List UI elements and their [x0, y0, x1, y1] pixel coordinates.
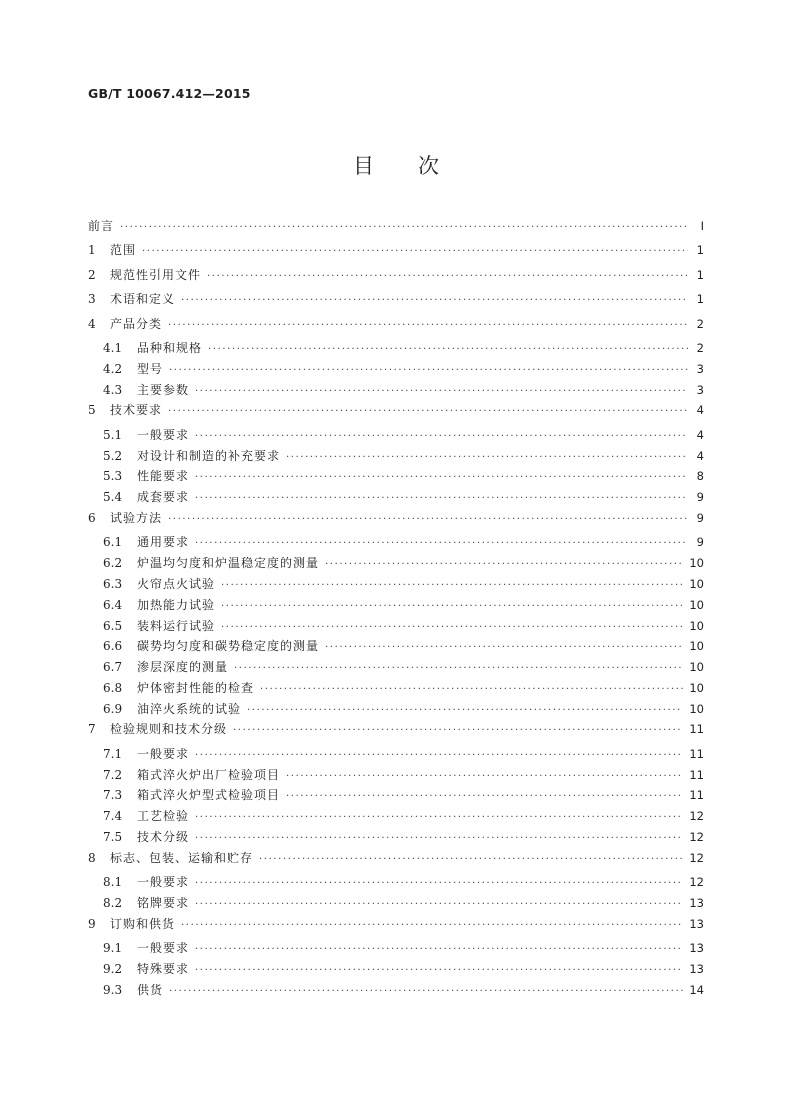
toc-entry-label: 订购和供货	[110, 916, 176, 931]
toc-entry-label: 渗层深度的测量	[137, 660, 229, 675]
toc-entry[interactable]	[88, 720, 704, 744]
toc-entry-label: 一般要求	[137, 941, 190, 956]
toc-entry[interactable]	[88, 786, 704, 807]
toc-entry-label: 技术要求	[110, 403, 163, 418]
toc-entry[interactable]	[88, 381, 704, 402]
toc-leader-dots	[208, 344, 688, 355]
toc-entry-label: 标志、包装、运输和贮存	[110, 850, 254, 865]
toc-entry-label: 一般要求	[137, 746, 190, 761]
toc-leader-dots	[207, 271, 688, 282]
toc-entry[interactable]	[88, 360, 704, 381]
toc-entry[interactable]	[88, 290, 704, 314]
toc-entry-page: 8	[696, 469, 704, 484]
toc-entry-label: 箱式淬火炉出厂检验项目	[137, 767, 281, 782]
toc-entry-page: 12	[689, 875, 704, 890]
toc-leader-dots	[169, 986, 683, 997]
toc-entry-label: 供货	[137, 982, 164, 997]
toc-leader-dots	[325, 642, 683, 653]
toc-entry-number: 3	[88, 292, 96, 307]
toc-entry-label: 性能要求	[137, 469, 190, 484]
toc-entry[interactable]	[88, 828, 704, 849]
toc-entry-page: 10	[689, 556, 704, 571]
toc-entry-number: 1	[88, 243, 96, 258]
toc-entry-number: 4	[88, 316, 96, 331]
toc-leader-dots	[195, 431, 688, 442]
toc-entry-page: 10	[689, 660, 704, 675]
toc-entry-page: 4	[696, 448, 704, 463]
toc-leader-dots	[286, 452, 688, 463]
toc-entry-label: 试验方法	[110, 510, 163, 525]
toc-entry[interactable]	[88, 241, 704, 265]
toc-entry[interactable]	[88, 467, 704, 488]
toc-entry-number: 5.3	[103, 469, 123, 484]
toc-leader-dots	[168, 514, 688, 525]
toc-entry[interactable]	[88, 401, 704, 425]
toc-entry-number: 6.7	[103, 660, 123, 675]
toc-entry-page: 12	[689, 830, 704, 845]
toc-entry-page: 3	[696, 361, 704, 376]
toc-leader-dots	[168, 406, 688, 417]
toc-entry[interactable]	[88, 617, 704, 638]
toc-entry-label: 炉体密封性能的检查	[137, 680, 255, 695]
toc-entry-page: 11	[689, 767, 704, 782]
toc-entry-number: 2	[88, 267, 96, 282]
toc-entry[interactable]	[88, 960, 704, 981]
toc-entry-page: 2	[696, 316, 704, 331]
toc-leader-dots	[325, 559, 683, 570]
toc-entry-number: 6.1	[103, 535, 123, 550]
toc-entry-number: 6.3	[103, 576, 123, 591]
toc-entry-number: 6.2	[103, 556, 123, 571]
toc-entry-label: 型号	[137, 361, 164, 376]
toc-entry-number: 5	[88, 403, 96, 418]
toc-entry-label: 铭牌要求	[137, 896, 190, 911]
toc-entry-label: 通用要求	[137, 535, 190, 550]
toc-entry[interactable]	[88, 447, 704, 468]
toc-entry-number: 8.1	[103, 875, 123, 890]
toc-leader-dots	[259, 854, 683, 865]
toc-leader-dots	[247, 705, 683, 716]
toc-entry[interactable]	[88, 426, 704, 447]
toc-leader-dots	[195, 472, 688, 483]
toc-entry-number: 9	[88, 916, 96, 931]
toc-entry-number: 5.4	[103, 490, 123, 505]
toc-entry[interactable]	[88, 981, 704, 1002]
toc-entry-number: 4.1	[103, 340, 123, 355]
toc-entry-page: 3	[696, 382, 704, 397]
toc-entry-number: 6.9	[103, 701, 123, 716]
toc-entry[interactable]	[88, 533, 704, 554]
toc-leader-dots	[195, 965, 683, 976]
toc-entry-label: 特殊要求	[137, 962, 190, 977]
toc-entry-number: 7.5	[103, 830, 123, 845]
toc-leader-dots	[221, 622, 683, 633]
title-char-1: 目	[353, 154, 374, 178]
toc-entry-page: 1	[696, 292, 704, 307]
toc-entry-page: 13	[689, 916, 704, 931]
toc-entry-label: 炉温均匀度和炉温稳定度的测量	[137, 556, 320, 571]
toc-leader-dots	[195, 538, 688, 549]
toc-entry[interactable]	[88, 217, 704, 241]
toc-entry-label: 主要参数	[137, 382, 190, 397]
toc-entry[interactable]	[88, 266, 704, 290]
toc-entry-page: 10	[689, 639, 704, 654]
toc-entry-label: 装料运行试验	[137, 618, 216, 633]
toc-entry-number: 6.5	[103, 618, 123, 633]
toc-leader-dots	[195, 944, 683, 955]
table-of-contents	[88, 217, 704, 1002]
toc-entry-page: 4	[696, 403, 704, 418]
toc-entry-number: 6.4	[103, 597, 123, 612]
toc-entry-number: 8.2	[103, 896, 123, 911]
toc-entry[interactable]	[88, 339, 704, 360]
toc-entry-label: 箱式淬火炉型式检验项目	[137, 788, 281, 803]
toc-entry-page: 13	[689, 896, 704, 911]
toc-entry-label: 品种和规格	[137, 340, 203, 355]
toc-entry-label: 工艺检验	[137, 809, 190, 824]
toc-entry-page: 2	[696, 340, 704, 355]
toc-entry[interactable]	[88, 807, 704, 828]
toc-entry-page: 10	[689, 701, 704, 716]
toc-entry-label: 油淬火系统的试验	[137, 701, 242, 716]
toc-entry-label: 产品分类	[110, 316, 163, 331]
toc-entry-label: 范围	[110, 243, 137, 258]
toc-entry-number: 6	[88, 510, 96, 525]
toc-entry-page: 1	[696, 243, 704, 258]
toc-leader-dots	[221, 580, 683, 591]
toc-entry-page: 11	[689, 722, 704, 737]
toc-leader-dots	[195, 386, 688, 397]
toc-entry-label: 术语和定义	[110, 292, 176, 307]
toc-entry[interactable]	[88, 658, 704, 679]
toc-entry-label: 对设计和制造的补充要求	[137, 448, 281, 463]
toc-entry-label: 一般要求	[137, 427, 190, 442]
toc-entry-page: 9	[696, 490, 704, 505]
toc-entry[interactable]	[88, 894, 704, 915]
page-title	[0, 150, 792, 180]
toc-entry-number: 7.4	[103, 809, 123, 824]
toc-entry[interactable]	[88, 488, 704, 509]
toc-entry-page: 11	[689, 788, 704, 803]
toc-entry[interactable]	[88, 315, 704, 339]
toc-leader-dots	[195, 493, 688, 504]
toc-entry-page: 10	[689, 597, 704, 612]
toc-entry-number: 7.3	[103, 788, 123, 803]
toc-leader-dots	[169, 365, 688, 376]
toc-entry[interactable]	[88, 873, 704, 894]
toc-entry-number: 7.1	[103, 746, 123, 761]
toc-entry-page: I	[700, 219, 704, 233]
toc-entry-page: 4	[696, 427, 704, 442]
toc-leader-dots	[286, 791, 683, 802]
toc-leader-dots	[168, 320, 688, 331]
toc-entry-number: 5.1	[103, 427, 123, 442]
toc-leader-dots	[142, 246, 688, 257]
toc-entry-number: 9.2	[103, 962, 123, 977]
toc-entry-page: 12	[689, 809, 704, 824]
toc-leader-dots	[195, 899, 683, 910]
toc-leader-dots	[234, 663, 683, 674]
toc-leader-dots	[195, 878, 683, 889]
toc-entry-label: 碳势均匀度和碳势稳定度的测量	[137, 639, 320, 654]
title-char-2: 次	[418, 154, 439, 178]
toc-entry-page: 13	[689, 941, 704, 956]
toc-entry-page: 14	[689, 982, 704, 997]
toc-entry-number: 6.8	[103, 680, 123, 695]
toc-entry-page: 10	[689, 576, 704, 591]
toc-leader-dots	[195, 833, 683, 844]
toc-entry[interactable]	[88, 766, 704, 787]
toc-leader-dots	[286, 771, 683, 782]
toc-entry[interactable]	[88, 679, 704, 700]
toc-entry[interactable]	[88, 596, 704, 617]
toc-entry-number: 7	[88, 722, 96, 737]
toc-entry-page: 13	[689, 962, 704, 977]
toc-entry-number: 5.2	[103, 448, 123, 463]
toc-entry-page: 9	[696, 510, 704, 525]
toc-entry-label: 前言	[88, 219, 115, 233]
document-code: GB/T 10067.412—2015	[88, 86, 251, 101]
toc-entry-number: 9.1	[103, 941, 123, 956]
toc-entry-page: 9	[696, 535, 704, 550]
toc-leader-dots	[260, 684, 683, 695]
toc-entry-label: 技术分级	[137, 830, 190, 845]
toc-leader-dots	[233, 725, 683, 736]
toc-entry[interactable]	[88, 509, 704, 533]
toc-entry-label: 火帘点火试验	[137, 576, 216, 591]
toc-entry-label: 规范性引用文件	[110, 267, 202, 282]
toc-entry-label: 加热能力试验	[137, 597, 216, 612]
toc-entry[interactable]	[88, 745, 704, 766]
toc-entry[interactable]	[88, 554, 704, 575]
toc-entry-label: 检验规则和技术分级	[110, 722, 228, 737]
toc-entry-number: 4.3	[103, 382, 123, 397]
toc-entry-page: 1	[696, 267, 704, 282]
toc-entry-page: 11	[689, 746, 704, 761]
toc-entry-page: 12	[689, 850, 704, 865]
toc-entry-label: 一般要求	[137, 875, 190, 890]
toc-entry[interactable]	[88, 849, 704, 873]
toc-entry-label: 成套要求	[137, 490, 190, 505]
toc-entry[interactable]	[88, 939, 704, 960]
toc-entry-number: 7.2	[103, 767, 123, 782]
toc-entry-number: 6.6	[103, 639, 123, 654]
toc-entry-page: 10	[689, 618, 704, 633]
toc-entry[interactable]	[88, 700, 704, 721]
toc-entry-number: 4.2	[103, 361, 123, 376]
toc-leader-dots	[181, 295, 688, 306]
toc-entry[interactable]	[88, 575, 704, 596]
toc-entry[interactable]	[88, 915, 704, 939]
toc-leader-dots	[195, 750, 683, 761]
toc-leader-dots	[181, 920, 683, 931]
toc-entry-number: 9.3	[103, 982, 123, 997]
toc-entry[interactable]	[88, 637, 704, 658]
toc-entry-number: 8	[88, 850, 96, 865]
toc-leader-dots	[120, 222, 688, 233]
toc-entry-page: 10	[689, 680, 704, 695]
toc-leader-dots	[221, 601, 683, 612]
toc-leader-dots	[195, 812, 683, 823]
